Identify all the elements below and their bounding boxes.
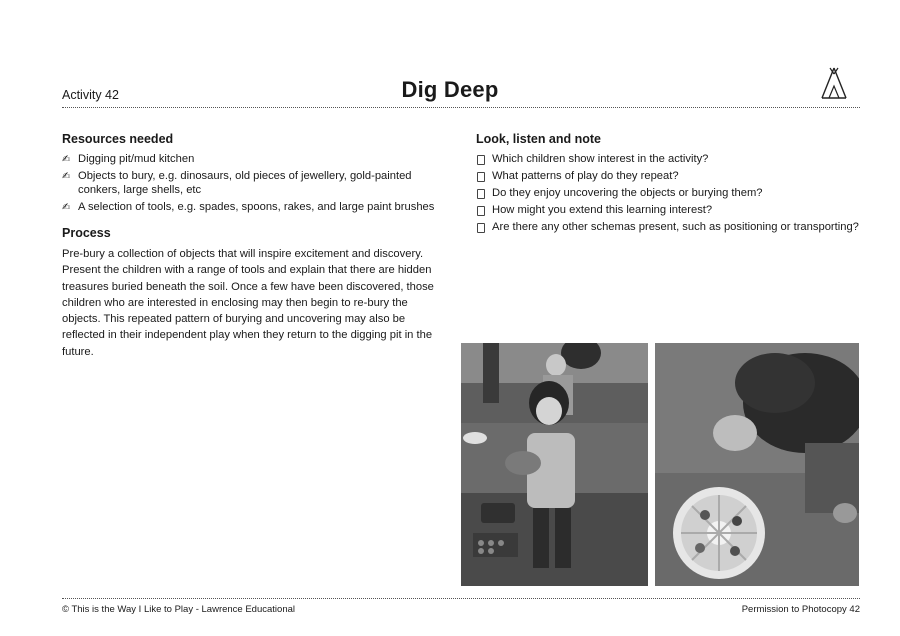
resource-item-text: A selection of tools, e.g. spades, spoons, rakes, and large paint brushes (78, 201, 435, 213)
footer-copyright: © This is the Way I Like to Play - Lawrence Educational (62, 604, 295, 615)
observe-list (476, 152, 861, 235)
resource-item-text: Digging pit/mud kitchen (78, 152, 195, 165)
left-column (62, 132, 447, 360)
list-item (62, 169, 447, 198)
header-divider (62, 107, 860, 108)
resource-item-text: Objects to bury, e.g. dinosaurs, old pieces of jewellery, gold-painted conkers, large shells, etc (78, 169, 412, 196)
pen-hand-icon: ✍ (62, 153, 71, 165)
checkbox-icon (477, 155, 485, 165)
observe-item-text: Are there any other schemas present, such as positioning or transporting? (492, 220, 859, 233)
photo-child-with-tray (655, 343, 859, 586)
observe-item-text: What patterns of play do they repeat? (492, 169, 679, 182)
pen-hand-icon: ✍ (62, 170, 71, 182)
observe-item-text: How might you extend this learning interest? (492, 203, 713, 216)
resources-heading: Resources needed (62, 132, 174, 146)
photo-child-digging (461, 343, 648, 586)
list-item (476, 169, 861, 184)
resources-list (62, 152, 447, 215)
checkbox-icon (477, 189, 485, 199)
footer-divider (62, 598, 860, 599)
list-item (476, 203, 861, 218)
list-item (62, 152, 447, 167)
process-text: Pre-bury a collection of objects that will inspire excitement and discovery. Present the children with a range of tools and explain that there are hidden treasures buried beneath the soil. Once a few have been discovered, those children who are interested in enclosing may then begin to re-bury the objects. This repeated pattern of burying and uncovering may also be reflected in their independent play when they return to the digging pit in the future. (62, 248, 434, 358)
checkbox-icon (477, 223, 485, 233)
list-item (476, 220, 861, 235)
pen-hand-icon: ✍ (62, 202, 71, 213)
footer-page-note: Permission to Photocopy 42 (741, 604, 860, 615)
observe-item-text: Do they enjoy uncovering the objects or burying them? (492, 186, 763, 199)
checkbox-icon (477, 172, 485, 182)
page-title: Dig Deep (401, 77, 499, 102)
observe-item-text: Which children show interest in the activity? (492, 152, 709, 165)
activity-number: Activity 42 (62, 88, 119, 102)
observe-heading: Look, listen and note (476, 132, 602, 146)
tent-icon (820, 66, 848, 102)
list-item (476, 186, 861, 201)
list-item (62, 200, 447, 215)
list-item (476, 152, 861, 167)
checkbox-icon (477, 206, 485, 216)
right-column (476, 132, 861, 237)
process-heading: Process (62, 225, 111, 240)
